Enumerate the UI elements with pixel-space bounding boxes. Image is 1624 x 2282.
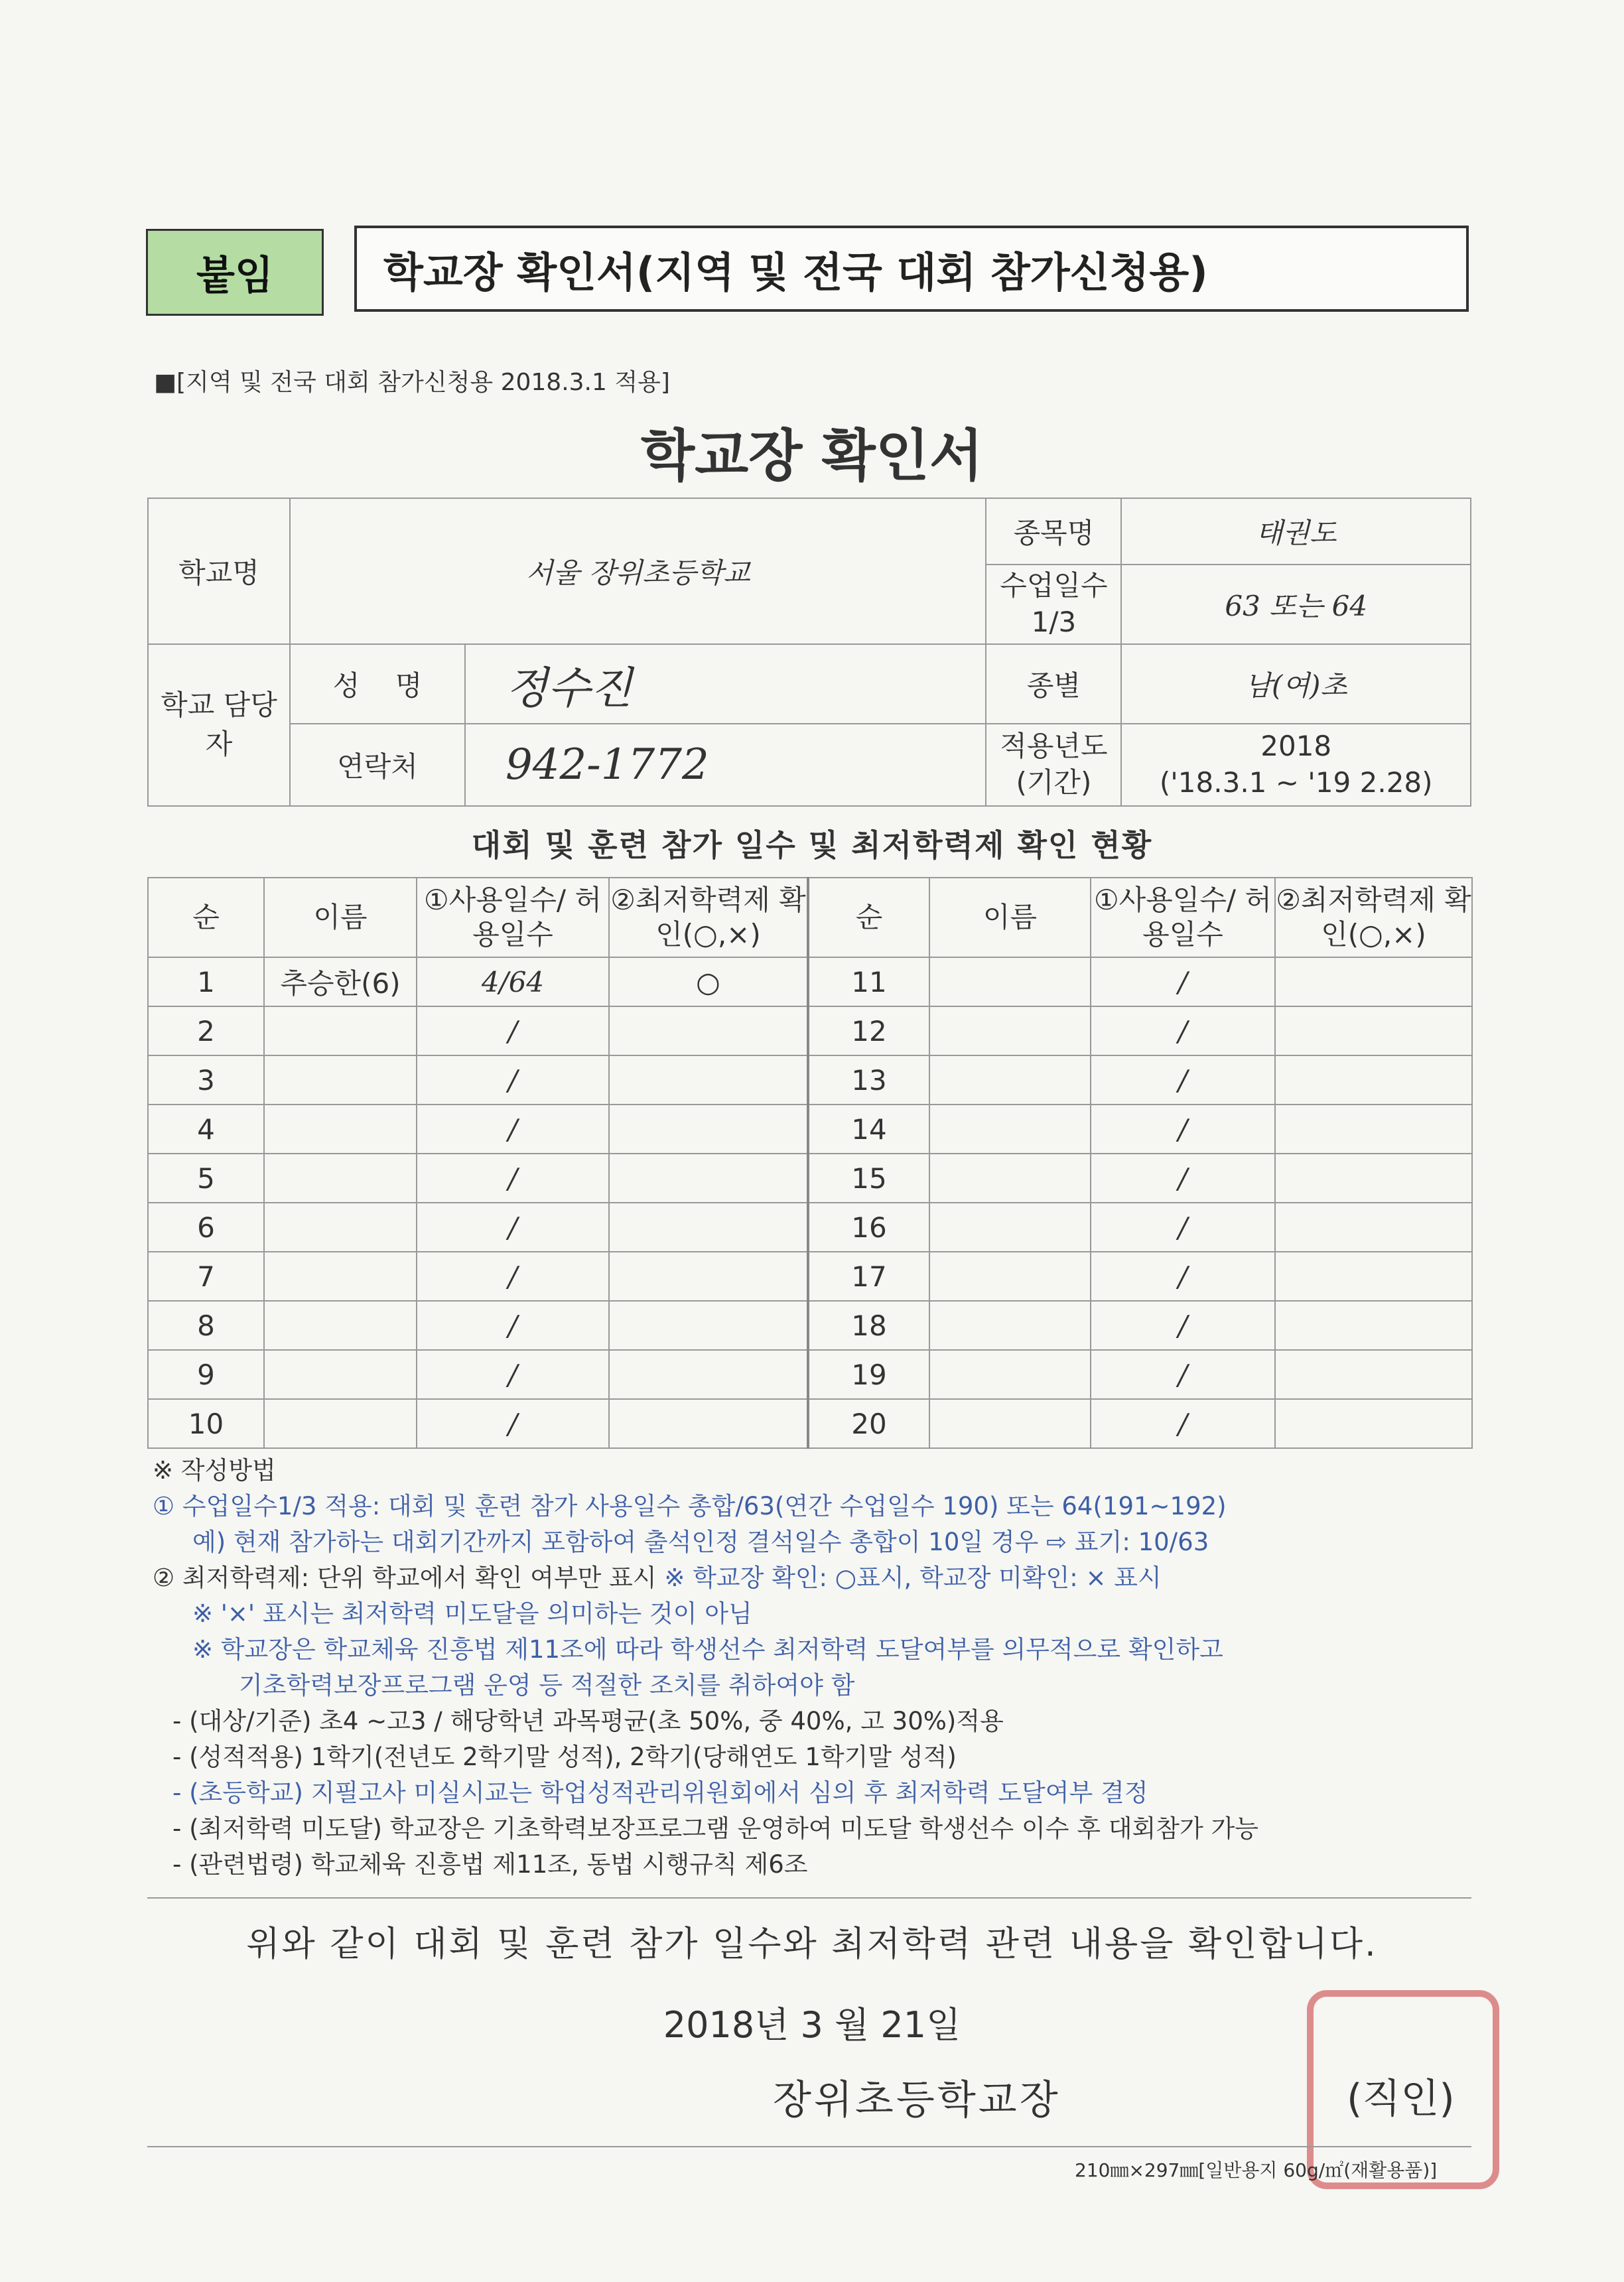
row-check (609, 1252, 808, 1301)
row-name (929, 1154, 1091, 1203)
row-name (929, 957, 1091, 1006)
row-num: 13 (808, 1055, 929, 1105)
gender-label: 종별 (986, 644, 1121, 724)
row-num: 7 (148, 1252, 264, 1301)
row-check (609, 1350, 808, 1399)
row-check (609, 1203, 808, 1252)
detail-2: - (성적적용) 1학기(전년도 2학기말 성적), 2학기(당해연도 1학기말 성적) (172, 1743, 957, 1771)
row-check (1275, 957, 1472, 1006)
detail-4: - (최저학력 미도달) 학교장은 기초학력보장프로그램 운영하여 미도달 학생선수 이수 후 대회참가 가능 (172, 1814, 1259, 1843)
year-value: 2018 (1260, 730, 1332, 763)
row-name (264, 1203, 417, 1252)
header-title: 학교장 확인서(지역 및 전국 대회 참가신청용) (354, 226, 1469, 312)
row-num: 6 (148, 1203, 264, 1252)
paper-spec: 210㎜×297㎜[일반용지 60g/㎡(재활용품)] (1075, 2159, 1438, 2181)
row-name (264, 1252, 417, 1301)
row-name (264, 1301, 417, 1350)
row-num: 4 (148, 1105, 264, 1154)
row-check (1275, 1301, 1472, 1350)
row-check (609, 1105, 808, 1154)
row-days: / (1091, 1154, 1275, 1203)
header-name-right: 이름 (929, 878, 1091, 957)
row-days: / (417, 1203, 609, 1252)
note-2b: ※ 학교장 확인: ○표시, 학교장 미확인: × 표시 (664, 1564, 1162, 1592)
row-name (264, 1350, 417, 1399)
row-check (1275, 1399, 1472, 1448)
row-check (609, 1055, 808, 1105)
row-num: 1 (148, 957, 264, 1006)
table-row (148, 1105, 1472, 1154)
note-1b: 예) 현재 참가하는 대회기간까지 포함하여 출석인정 결석일수 총합이 10일 경우 ⇨ 표기: 10/63 (192, 1528, 1209, 1556)
row-check (1275, 1252, 1472, 1301)
header-num-left: 순 (148, 878, 264, 957)
row-days: / (417, 1006, 609, 1055)
row-num: 14 (808, 1105, 929, 1154)
seal-label: (직인) (1347, 2076, 1455, 2122)
row-days: / (417, 1105, 609, 1154)
row-days: 4/64 (417, 957, 609, 1006)
signature-date: 2018년 3 월 21일 (663, 2004, 961, 2046)
document-title: 학교장 확인서 (640, 423, 984, 488)
row-days: / (417, 1252, 609, 1301)
table-row (148, 1154, 1472, 1203)
table-row (148, 1399, 1472, 1448)
row-num: 17 (808, 1252, 929, 1301)
note-1a: ① 수업일수1/3 적용: 대회 및 훈련 참가 사용일수 총합/63(연간 수업일수 190) 또는 64(191~192) (153, 1492, 1227, 1520)
row-num: 2 (148, 1006, 264, 1055)
row-days: / (1091, 1055, 1275, 1105)
row-days: / (1091, 957, 1275, 1006)
writing-instructions (153, 1453, 1479, 1883)
participation-table (147, 877, 1473, 1449)
school-label: 학교명 (148, 498, 290, 644)
staff-name-value: 정수진 (465, 644, 986, 724)
row-num: 5 (148, 1154, 264, 1203)
period-value: ('18.3.1 ~ '19 2.28) (1159, 766, 1433, 799)
row-check (1275, 1203, 1472, 1252)
notes-heading: ※ 작성방법 (153, 1456, 276, 1485)
row-name (264, 1055, 417, 1105)
row-days: / (1091, 1350, 1275, 1399)
table-row (148, 1055, 1472, 1105)
notes-divider (147, 1897, 1471, 1899)
note-3: ※ '×' 표시는 최저학력 미도달을 의미하는 것이 아님 (192, 1599, 752, 1628)
row-num: 10 (148, 1399, 264, 1448)
row-name (929, 1203, 1091, 1252)
confirmation-statement: 위와 같이 대회 및 훈련 참가 일수와 최저학력 관련 내용을 확인합니다. (246, 1924, 1378, 1964)
row-name (929, 1252, 1091, 1301)
row-name (929, 1399, 1091, 1448)
row-num: 8 (148, 1301, 264, 1350)
year-label: 적용년도 (기간) (986, 724, 1121, 806)
row-days: / (1091, 1006, 1275, 1055)
table-row (148, 1252, 1472, 1301)
footer-divider (147, 2146, 1471, 2147)
header-num-right: 순 (808, 878, 929, 957)
school-value: 서울 장위초등학교 (290, 498, 986, 644)
row-check (609, 1301, 808, 1350)
row-num: 16 (808, 1203, 929, 1252)
row-check: ○ (609, 957, 808, 1006)
header-check-right: ②최저학력제 확인(○,×) (1275, 878, 1472, 957)
header-check-left: ②최저학력제 확인(○,×) (609, 878, 808, 957)
row-days: / (1091, 1105, 1275, 1154)
name-label: 성 명 (290, 644, 465, 724)
row-days: / (417, 1350, 609, 1399)
row-num: 9 (148, 1350, 264, 1399)
row-days: / (1091, 1203, 1275, 1252)
row-name (929, 1105, 1091, 1154)
note-4b: 기초학력보장프로그램 운영 등 적절한 조치를 취하여야 함 (239, 1671, 855, 1700)
row-days: / (417, 1399, 609, 1448)
table-row (148, 1203, 1472, 1252)
row-num: 11 (808, 957, 929, 1006)
detail-5: - (관련법령) 학교체육 진흥법 제11조, 동법 시행규칙 제6조 (172, 1850, 808, 1879)
row-name: 추승한(6) (264, 957, 417, 1006)
row-name (264, 1399, 417, 1448)
row-check (1275, 1154, 1472, 1203)
row-name (929, 1055, 1091, 1105)
attachment-badge: 붙임 (146, 229, 324, 316)
row-check (1275, 1006, 1472, 1055)
table-row (148, 957, 1472, 1006)
table-row (148, 1350, 1472, 1399)
detail-3: - (초등학교) 지필고사 미실시교는 학업성적관리위원회에서 심의 후 최저학력 도달여부 결정 (172, 1779, 1148, 1807)
row-check (1275, 1105, 1472, 1154)
row-name (264, 1006, 417, 1055)
row-num: 18 (808, 1301, 929, 1350)
header-name-left: 이름 (264, 878, 417, 957)
info-table (147, 498, 1471, 807)
row-check (1275, 1055, 1472, 1105)
event-value: 태권도 (1121, 498, 1471, 565)
row-name (264, 1154, 417, 1203)
header-days-right: ①사용일수/ 허용일수 (1091, 878, 1275, 957)
row-num: 15 (808, 1154, 929, 1203)
row-check (609, 1006, 808, 1055)
row-name (929, 1350, 1091, 1399)
event-label: 종목명 (986, 498, 1121, 565)
gender-value: 남(여)초 (1121, 644, 1471, 724)
row-days: / (417, 1154, 609, 1203)
row-days: / (1091, 1252, 1275, 1301)
class-days-value: 63 또는 64 (1121, 565, 1471, 644)
principal-signature: 장위초등학교장 (773, 2077, 1061, 2123)
note-2a: ② 최저학력제: 단위 학교에서 확인 여부만 표시 (153, 1564, 657, 1592)
contact-value: 942-1772 (465, 724, 986, 806)
row-num: 19 (808, 1350, 929, 1399)
detail-1: - (대상/기준) 초4 ~고3 / 해당학년 과목평균(초 50%, 중 40%, 고 30%)적용 (172, 1707, 1004, 1735)
section-title: 대회 및 훈련 참가 일수 및 최저학력제 확인 현황 (471, 827, 1153, 863)
row-days: / (417, 1055, 609, 1105)
row-days: / (417, 1301, 609, 1350)
row-check (609, 1154, 808, 1203)
applicability-note: ■[지역 및 전국 대회 참가신청용 2018.3.1 적용] (154, 369, 670, 396)
class-days-label: 수업일수 1/3 (986, 565, 1121, 644)
row-num: 3 (148, 1055, 264, 1105)
header-days-left: ①사용일수/ 허용일수 (417, 878, 609, 957)
table-row (148, 1301, 1472, 1350)
table-row (148, 1006, 1472, 1055)
row-check (1275, 1350, 1472, 1399)
row-name (929, 1301, 1091, 1350)
staff-label: 학교 담당자 (148, 644, 290, 806)
row-name (929, 1006, 1091, 1055)
row-name (264, 1105, 417, 1154)
row-num: 12 (808, 1006, 929, 1055)
row-num: 20 (808, 1399, 929, 1448)
row-days: / (1091, 1301, 1275, 1350)
contact-label: 연락처 (290, 724, 465, 806)
row-check (609, 1399, 808, 1448)
row-days: / (1091, 1399, 1275, 1448)
note-4a: ※ 학교장은 학교체육 진흥법 제11조에 따라 학생선수 최저학력 도달여부를 의무적으로 확인하고 (192, 1635, 1223, 1664)
